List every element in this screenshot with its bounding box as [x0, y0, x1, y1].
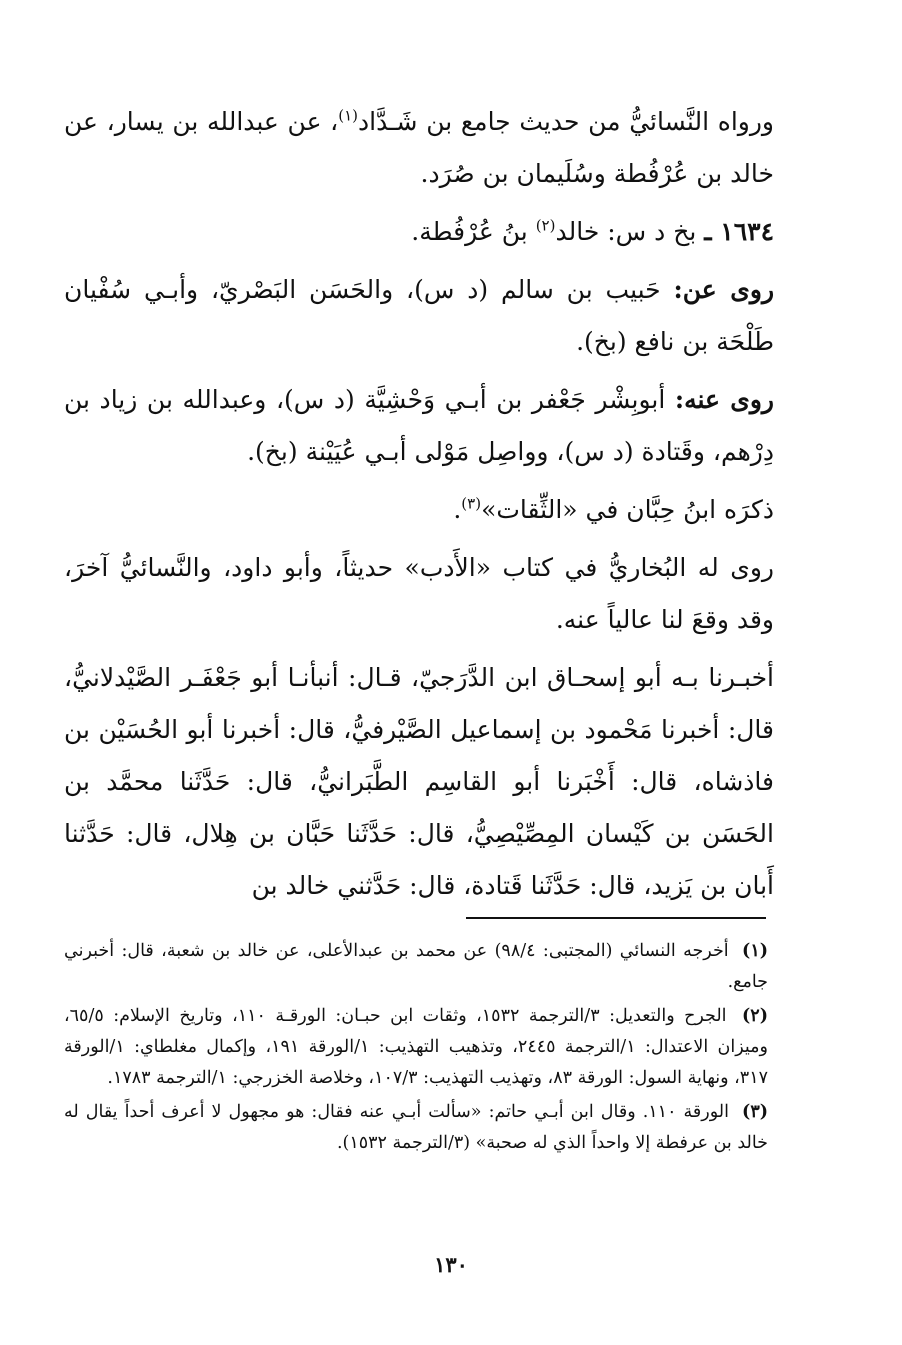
- entry-name: خالد: [555, 217, 600, 246]
- riwa-lahu-text: روى له البُخاريُّ في كتاب «الأَدب» حديثاً، وأبو داود، والنَّسائيُّ آخرَ، وقد وقعَ لنا عالياً عنه.: [64, 553, 774, 634]
- paragraph-nasai-narration: [64, 96, 774, 200]
- riwa-an-label: روى عن:: [673, 275, 775, 304]
- footnote-mark: (٢): [742, 1006, 768, 1026]
- page-number: ١٣٠: [434, 1252, 468, 1277]
- paragraph-isnad: [64, 652, 774, 912]
- footnote-text: أخرجه النسائي (المجتبى: ٩٨/٤) عن محمد بن عبدالأعلى، عن خالد بن شعبة، قال: أخبرني جامع.: [64, 941, 768, 992]
- paragraph-riwa-lahu: [64, 542, 774, 646]
- riwa-an-text: حَبيب بن سالم (د س)، والحَسَن البَصْريّ، وأبـي سُفْيان طَلْحَة بن نافع (بخ).: [64, 275, 774, 356]
- footnote-ref-2[interactable]: (٢): [535, 216, 556, 235]
- isnad-text: أخبـرنا بـه أبو إسحـاق ابن الدَّرَجيّ، قـال: أنبأنـا أبو جَعْفَـر الصَّيْدلانيُّ، قال: أخبرنا مَحْمود بن إسماعيل الصَّيْرفيُّ، قال: أخبرنا أبو الحُسَيْن بن فاذشاه، قال: أَخْبَرنا أبو القاسِم الطَّبَرانيُّ، قال: حَدَّثَنا محمَّد بن الحَسَن بن كَيْسان المِصِّيْصِيُّ، قال: حَدَّثَنا حَبَّان بن هِلال، قال: حَدَّثنا أَبان بن يَزيد، قال: حَدَّثَنا قَتادة، قال: حَدَّثني خالد بن: [64, 663, 774, 900]
- footnote-3: [64, 1097, 768, 1159]
- footnotes: [64, 936, 768, 1162]
- footnote-ref-3[interactable]: (٣): [461, 494, 482, 513]
- footnote-mark: (٣): [742, 1102, 768, 1122]
- footnote-divider: [466, 917, 766, 919]
- entry-symbols: بخ د س:: [607, 217, 697, 246]
- narration-text: ورواه النَّسائيُّ من حديث جامع بن شَـدَّاد: [358, 107, 774, 136]
- footnote-ref-1[interactable]: (١): [338, 106, 359, 125]
- entry-number: ١٦٣٤ ـ: [704, 217, 774, 246]
- footnote-text: الورقة ١١٠. وقال ابن أبـي حاتم: «سألت أبـي عنه فقال: هو مجهول لا أعرف أحداً يقال له خالد بن عرفطة إلا واحداً الذي له صحبة» (٣/الترجمة ١٥٣٢).: [64, 1102, 768, 1153]
- riwa-anhu-label: روى عنه:: [674, 385, 774, 414]
- footnote-1: [64, 936, 768, 998]
- paragraph-riwa-an: [64, 264, 774, 368]
- riwa-anhu-text: أبوبِشْر جَعْفر بن أبـي وَحْشِيَّة (د س)، وعبدالله بن زياد بن دِرْهم، وقَتادة (د س)، وواصِل مَوْلى أبـي عُيَيْنة (بخ).: [64, 385, 774, 466]
- narration-text-rest: ، عن عبدالله بن يسار، عن خالد بن عُرْفُطة وسُلَيمان بن صُرَد.: [64, 107, 774, 188]
- dhikr-text: ذكرَه ابنُ حِبَّان في «الثِّقات»: [481, 495, 774, 524]
- paragraph-dhikr: [64, 484, 774, 536]
- entry-heading: [64, 206, 774, 258]
- paragraph-riwa-anhu: [64, 374, 774, 478]
- main-text: [64, 96, 774, 912]
- footnote-2: [64, 1001, 768, 1094]
- footnote-mark: (١): [742, 941, 768, 961]
- dhikr-end: .: [453, 495, 462, 524]
- footnote-text: الجرح والتعديل: ٣/الترجمة ١٥٣٢، وثقات ابن حبـان: الورقـة ١١٠، وتاريخ الإسلام: ٦٥/٥، وميزان الاعتدال: ١/الترجمة ٢٤٤٥، وتذهيب التهذيب: ١/الورقة ١٩١، وإكمال مغلطاي: ١/الورقة ٣١٧، ونهاية السول: الورقة ٨٣، وتهذيب التهذيب: ١٠٧/٣، وخلاصة الخزرجي: ١/الترجمة ١٧٨٣.: [64, 1006, 768, 1088]
- entry-name-rest: بنُ عُرْفُطة.: [411, 217, 528, 246]
